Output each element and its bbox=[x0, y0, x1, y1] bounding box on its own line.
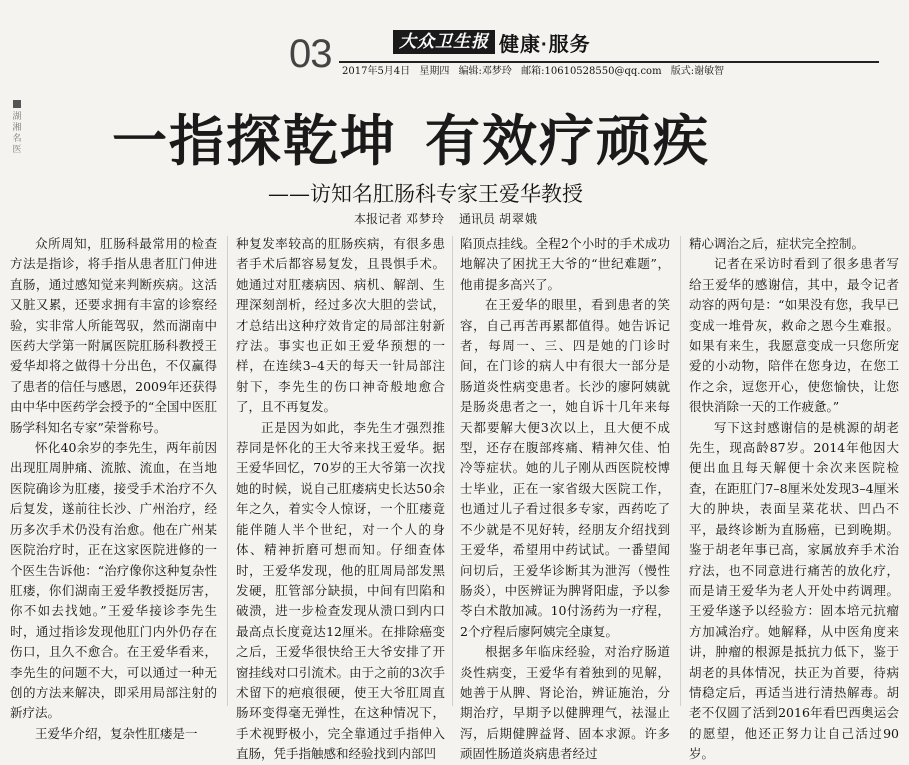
paragraph: 王爱华介绍，复杂性肛瘘是一 bbox=[35, 725, 198, 741]
byline-name-1: 邓梦玲 bbox=[406, 212, 446, 226]
subheadline: ——访知名肛肠科专家王爱华教授 bbox=[268, 182, 583, 206]
newspaper-logo: 大众卫生报 bbox=[393, 30, 495, 54]
headline bbox=[112, 104, 710, 178]
masthead bbox=[393, 30, 591, 54]
byline bbox=[354, 210, 552, 227]
paragraph: 正是因为如此，李先生才强烈推荐同是怀化的王大爷来找王爱华。据王爱华回忆，70岁的王大爷第一次找她的时候，说自己肛瘘病史长达50余年之久，着实令人惊讶，一个肛瘘竟能伴随人半个世纪，对一个人的身体、精神折磨可想而知。仔细查体时，王爱华发现，他的肛周局部发黑发硬，肛管部分缺损，中间有凹陷和破溃，进一步检查发现从溃口到内口最高点长度竟达12厘米。在排除癌变之后，王爱华很快给王大爷安排了开窗挂线对口引流术。由于之前的3次手术留下的疤痕很硬，使王大爷肛周直肠环变得毫无弹性，在这种情况下，手术视野极小，完全靠通过手指伸入直肠，凭手指触感和经验找到内部凹 bbox=[236, 419, 445, 762]
column-divider bbox=[680, 236, 681, 706]
paragraph: 怀化40余岁的李先生，两年前因出现肛周肿痛、流脓、流血，在当地医院确诊为肛瘘，接受手术治疗不久后复发，遂前往长沙、广州治疗，经历多次手术仍没有治愈。他在广州某医院治疗时，正在这家医院进修的一个医生告诉他：“治疗像你这种复杂性肛瘘，你们湖南王爱华教授挺厉害，你不如去找她。”王爱华接诊李先生时，通过指诊发现他肛门内外仍存在伤口，且久不愈合。在王爱华看来，李先生的问题不大，可以通过一种无创的方法来解决，即采用局部注射的新疗法。 bbox=[10, 440, 217, 721]
column-tag-marker bbox=[13, 100, 21, 108]
column-tag-label: 湖 湘 名 医 bbox=[12, 111, 22, 154]
section-title: 健康·服务 bbox=[499, 33, 591, 56]
paragraph: 在王爱华的眼里，看到患者的笑容，自己再苦再累都值得。她告诉记者，每周一、三、四是她的门诊时间，在门诊的病人中有很大一部分是肠道炎性病变患者。长沙的廖阿姨就是肠炎患者之一，她自诉十几年来每天都要解大便3次以上，且大便不成型，还存在腹部疼痛、精神欠佳、怕冷等症状。她的儿子刚从西医院校博士毕业，正在一家省级大医院工作，也通过儿子看过很多专家，西药吃了不少就是不见好转，经朋友介绍找到王爱华，希望用中药试试。一番望闻问切后，王爱华诊断其为泄泻（慢性肠炎），中医辨证为脾肾阳虚，予以参苓白术散加减。10付汤药为一疗程，2个疗程后廖阿姨完全康复。 bbox=[460, 297, 670, 639]
article-column-2 bbox=[236, 234, 445, 762]
headline-part-1: 一指探乾坤 bbox=[112, 109, 398, 173]
paragraph: 写下这封感谢信的是桃源的胡老先生，现高龄87岁。2014年他因大便出血且每天解便十余次来医院检查，在距肛门7–8厘米处发现3–4厘米大的肿块，表面呈菜花状、凹凸不平，最终诊断为直肠癌，已到晚期。鉴于胡老年事已高，家属放弃手术治疗法，也不同意进行痛苦的放化疗，而是请王爱华为老人开处中药调理。王爱华遂予以经验方：固本培元抗瘤方加减治疗。她解释，从中医角度来讲，肿瘤的根源是抵抗力低下，鉴于胡老的具体情况，扶正为首要，待病情稳定后，再适当进行清热解毒。胡老不仅圆了活到2016年看巴西奥运会的愿望，他还正努力让自己活过90岁。 bbox=[689, 419, 899, 762]
article-column-4 bbox=[689, 234, 899, 762]
byline-role-1: 本报记者 bbox=[354, 212, 403, 226]
layout-credit: 版式:谢敏智 bbox=[670, 66, 725, 77]
editor-email: 邮箱:10610528550@qq.com bbox=[521, 66, 662, 77]
article-column-1 bbox=[10, 234, 217, 741]
paragraph: 陷顶点挂线。全程2个小时的手术成功地解决了困扰王大爷的“世纪难题”，他甫提多高兴了。 bbox=[460, 236, 670, 292]
column-tag bbox=[12, 100, 22, 155]
issue-date: 2017年5月4日 bbox=[342, 66, 411, 77]
column-divider bbox=[452, 236, 453, 706]
page-number: 03 bbox=[289, 32, 332, 76]
header-info bbox=[342, 62, 730, 77]
byline-role-2: 通讯员 bbox=[459, 212, 496, 226]
paragraph: 精心调治之后，症状完全控制。 bbox=[689, 236, 865, 251]
byline-name-2: 胡翠娥 bbox=[499, 212, 539, 226]
paragraph: 记者在采访时看到了很多患者写给王爱华的感谢信，其中，最令记者动容的两句是：“如果没有您，我早已变成一堆骨灰，救命之恩今生难报。如果有来生，我愿意变成一只您所宠爱的小动物，陪伴在您身边，在您工作之余，逗您开心，使您愉快，让您很快消除一天的工作疲惫。” bbox=[689, 256, 899, 415]
headline-part-2: 有效疗顽疾 bbox=[425, 109, 711, 173]
paragraph: 根据多年临床经验，对治疗肠道炎性病变，王爱华有着独到的见解，她善于从脾、肾论治，辨证施治，分期治疗，早期予以健脾理气，祛湿止泻，后期健脾益肾、固本求源。许多顽固性肠道炎病患者经过 bbox=[460, 644, 670, 762]
paragraph: 种复发率较高的肛肠疾病，有很多患者手术后都容易复发，且畏惧手术。她通过对肛瘘病因、病机、解剖、生理深刻剖析，经过多次大胆的尝试，才总结出这种疗效肯定的局部注射新疗法。事实也正如王爱华预想的一样，在连续3–4天的每天一针局部注射下，李先生的伤口神奇般地愈合了，且不再复发。 bbox=[236, 236, 445, 415]
paragraph: 众所周知，肛肠科最常用的检查方法是指诊，将手指从患者肛门伸进直肠，通过感知觉来判断疾病。这活又脏又累，还要求拥有丰富的诊察经验，实非常人所能驾驭，然而湖南中医药大学第一附属医院肛肠科教授王爱华却将之做得十分出色，不仅赢得了患者的信任与感恩，2009年还获得由中华中医药学会授予的“全国中医肛肠学科知名专家”荣誉称号。 bbox=[10, 236, 217, 435]
column-divider bbox=[227, 236, 228, 706]
article-column-3 bbox=[460, 234, 670, 762]
issue-weekday: 星期四 bbox=[419, 66, 450, 77]
editor-credit: 编辑:邓梦玲 bbox=[458, 66, 512, 77]
